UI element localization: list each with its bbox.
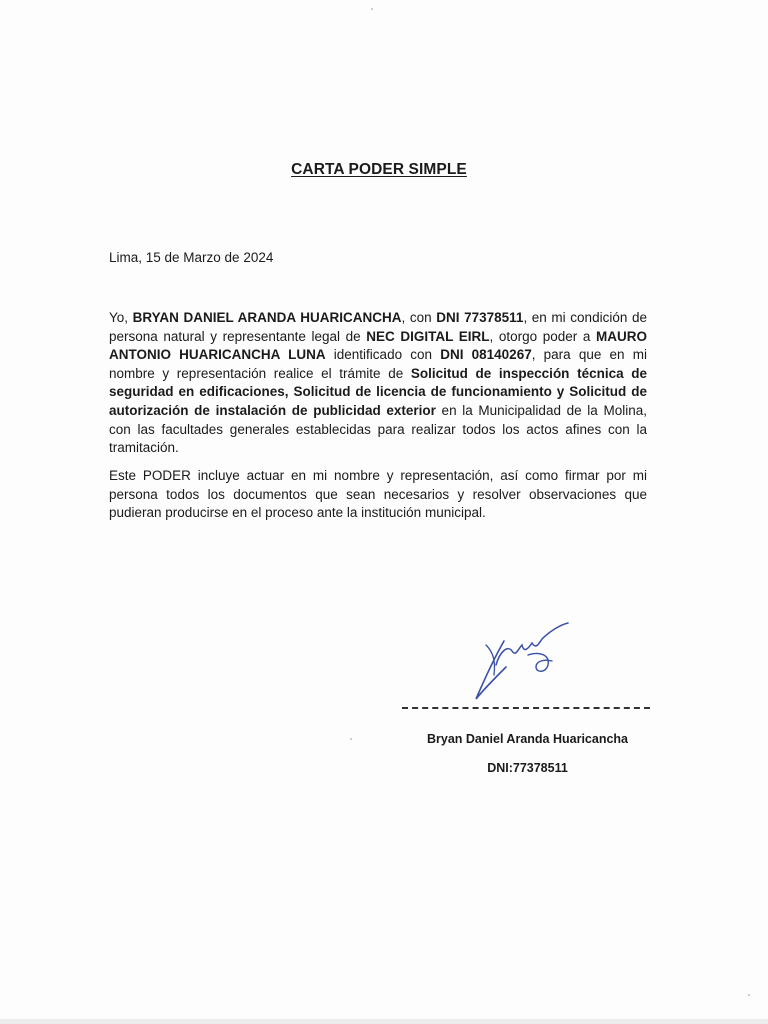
paragraph-text-run: , en mi condición de persona natural y representante legal de: [109, 310, 647, 344]
paragraph-text-run: identificado con: [325, 347, 441, 363]
paragraph-bold-run: DNI 77378511: [436, 310, 524, 325]
paragraph-bold-run: Solicitud de inspección técnica de seguridad en edificaciones, Solicitud de licencia de funcionamiento y Solicitud de autorización de instalación de publicidad exterior: [109, 365, 647, 418]
paragraph-text-run: en la Municipalidad de la Molina, con las facultades generales establecidas para realizar todos los actos afines con la tramitación.: [109, 402, 647, 456]
paragraph-bold-run: BRYAN DANIEL ARANDA HUARICANCHA: [132, 310, 402, 325]
paragraph-scope-of-power: Este PODER incluye actuar en mi nombre y representación, así como firmar por mi persona todos los documentos que sean necesarios y resolver observaciones que pudieran producirse en el proceso ante la institución municipal.: [109, 468, 647, 521]
signer-dni: DNI:77378511: [487, 761, 568, 775]
paper-speck: [371, 8, 373, 10]
signature-line: [402, 707, 650, 709]
document-title: CARTA PODER SIMPLE: [291, 161, 467, 178]
paper-speck: [350, 738, 352, 740]
paragraph-bold-run: MAURO ANTONIO HUARICANCHA LUNA: [109, 328, 647, 363]
handwritten-signature: [466, 615, 576, 711]
paragraph-text-run: , otorgo poder a: [489, 328, 596, 344]
date-line: Lima, 15 de Marzo de 2024: [109, 250, 274, 265]
paragraph-bold-run: DNI 08140267: [440, 347, 532, 363]
paragraph-grant-of-power: [109, 309, 647, 458]
signer-name: Bryan Daniel Aranda Huaricancha: [427, 732, 628, 746]
paragraph-text-run: , para que en mi nombre y representación realice el trámite de: [109, 347, 647, 381]
paper-speck: [748, 994, 750, 996]
page-bottom-edge: [0, 1019, 768, 1024]
paragraph-bold-run: NEC DIGITAL EIRL: [366, 328, 490, 344]
paragraph-text-run: Yo,: [109, 310, 133, 325]
paragraph-text-run: , con: [401, 310, 437, 325]
